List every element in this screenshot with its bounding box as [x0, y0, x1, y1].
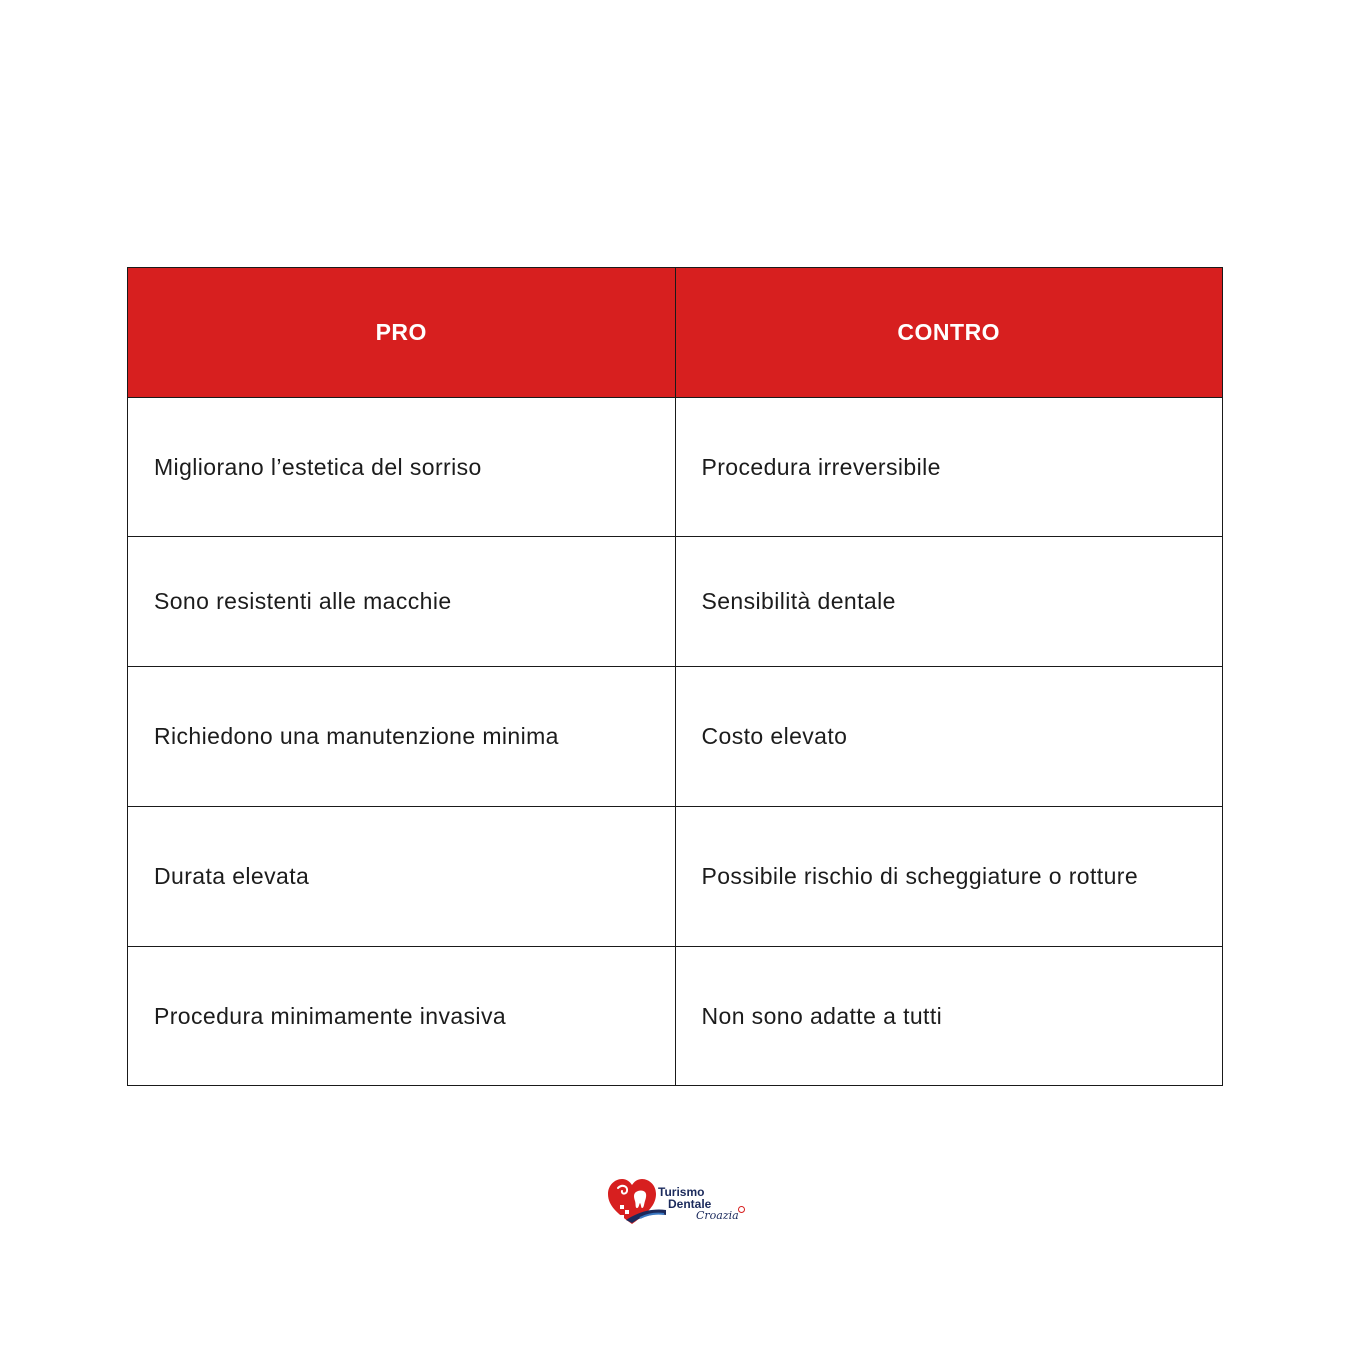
heart-tooth-icon	[606, 1176, 666, 1228]
table-row	[128, 398, 1223, 537]
pro-cell: Sono resistenti alle macchie	[128, 537, 676, 667]
logo-line-croazia: Croazia	[696, 1209, 739, 1222]
header-pro: PRO	[128, 268, 676, 398]
registered-mark-icon	[738, 1206, 745, 1213]
header-contro: CONTRO	[675, 268, 1223, 398]
logo-wordmark	[658, 1186, 748, 1222]
table-row	[128, 537, 1223, 667]
contro-cell: Possibile rischio di scheggiature o rotture	[675, 807, 1223, 947]
contro-cell: Procedura irreversibile	[675, 398, 1223, 537]
pro-cell: Richiedono una manutenzione minima	[128, 667, 676, 807]
contro-cell: Sensibilità dentale	[675, 537, 1223, 667]
pro-cell: Procedura minimamente invasiva	[128, 947, 676, 1086]
logo-line-turismo: Turismo	[658, 1185, 705, 1199]
logo-line-dentale: Dentale	[668, 1197, 712, 1211]
table-row	[128, 667, 1223, 807]
contro-cell: Non sono adatte a tutti	[675, 947, 1223, 1086]
table-row	[128, 947, 1223, 1086]
pros-cons-table	[127, 267, 1223, 1086]
pro-cell: Migliorano l’estetica del sorriso	[128, 398, 676, 537]
table-row	[128, 807, 1223, 947]
pro-cell: Durata elevata	[128, 807, 676, 947]
turismo-dentale-logo	[606, 1176, 746, 1228]
contro-cell: Costo elevato	[675, 667, 1223, 807]
table-header-row	[128, 268, 1223, 398]
